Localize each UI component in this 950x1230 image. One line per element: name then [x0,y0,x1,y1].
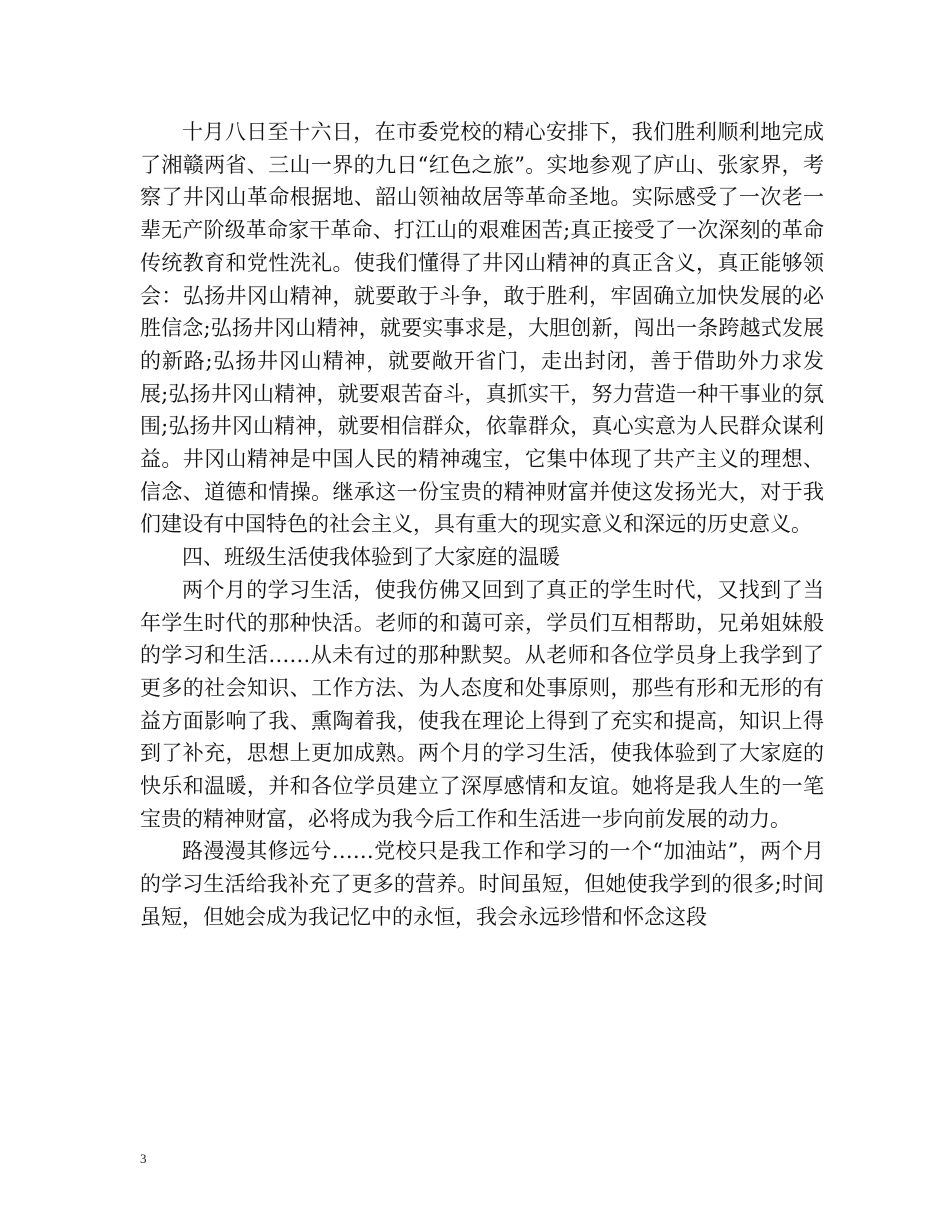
paragraph-conclusion: 路漫漫其修远兮……党校只是我工作和学习的一个“加油站”，两个月的学习生活给我补充了更多的营养。时间虽短，但她使我学到的很多;时间虽短，但她会成为我记忆中的永恒，我会永远珍惜和怀念这段 [140,839,824,929]
section-heading-class-life: 四、班级生活使我体验到了大家庭的温暖 [182,545,560,570]
paragraph-red-tour: 十月八日至十六日，在市委党校的精心安排下，我们胜利顺利地完成了湘赣两省、三山一界的九日“红色之旅”。实地参观了庐山、张家界，考察了井冈山革命根据地、韶山领袖故居等革命圣地。实际感受了一次老一辈无产阶级革命家干革命、打江山的艰难困苦;真正接受了一次深刻的革命传统教育和党性洗礼。使我们懂得了井冈山精神的真正含义，真正能够领会：弘扬井冈山精神，就要敢于斗争，敢于胜利，牢固确立加快发展的必胜信念;弘扬井冈山精神，就要实事求是，大胆创新，闯出一条跨越式发展的新路;弘扬井冈山精神，就要敞开省门，走出封闭，善于借助外力求发展;弘扬井冈山精神，就要艰苦奋斗，真抓实干，努力营造一种干事业的氛围;弘扬井冈山精神，就要相信群众，依靠群众，真心实意为人民群众谋利益。井冈山精神是中国人民的精神魂宝，它集中体现了共产主义的理想、信念、道德和情操。继承这一份宝贵的精神财富并使这发扬光大，对于我们建设有中国特色的社会主义，具有重大的现实意义和深远的历史意义。 [140,120,824,537]
body-text [140,116,824,934]
page-number: 3 [140,1151,147,1166]
paragraph-study-life: 两个月的学习生活，使我仿佛又回到了真正的学生时代，又找到了当年学生时代的那种快活。老师的和蔼可亲，学员们互相帮助，兄弟姐妹般的学习和生活……从未有过的那种默契。从老师和各位学员身上我学到了更多的社会知识、工作方法、为人态度和处事原则，那些有形和无形的有益方面影响了我、熏陶着我，使我在理论上得到了充实和提高，知识上得到了补充，思想上更加成熟。两个月的学习生活，使我体验到了大家庭的快乐和温暖，并和各位学员建立了深厚感情和友谊。她将是我人生的一笔宝贵的精神财富，必将成为我今后工作和生活进一步向前发展的动力。 [140,577,824,831]
